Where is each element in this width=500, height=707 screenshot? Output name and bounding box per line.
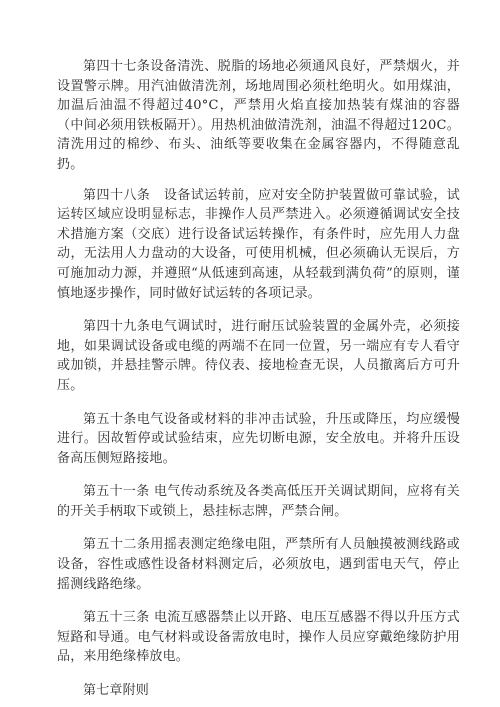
article-53-paragraph: 第五十三条 电流互感器禁止以开路、电压互感器不得以升压方式短路和导通。电气材料或设备需放电时，操作人员应穿戴绝缘防护用品，来用绝缘棒放电。: [57, 610, 460, 665]
article-47-paragraph: 第四十七条设备清洗、脱脂的场地必须通风良好，严禁烟火，并设置警示牌。用汽油做清洗剂，场地周围必须杜绝明火。如用煤油，加温后油温不得超过40°C，严禁用火焰直接加热装有煤油的容器（中间必须用铁板隔开）。用热机油做清洗剂，油温不得超过120C。清洗用过的棉纱、布头、油纸等要收集在金属容器内，不得随意乱扔。: [57, 59, 460, 172]
article-48-paragraph: 第四十八条 设备试运转前，应对安全防护装置做可靠试验，试运转区域应设明显标志，非操作人员严禁进入。必须遵循调试安全技术措施方案（交底）进行设备试运转操作，有条件时，应先用人力盘动，无法用人力盘动的大设备，可使用机械，但必须确认无误后，方可施加动力源，并遵照“从低速到高速，从轻载到满负荷”的原则，谨慎地逐步操作，同时做好试运转的各项记录。: [57, 187, 460, 301]
chapter-heading: 第七章附则: [83, 683, 150, 699]
article-52-paragraph: 第五十二条用摇表测定绝缘电阻，严禁所有人员触摸被测线路或设备，容性或感性设备材料测定后，必须放电，遇到雷电天气，停止摇测线路绝缘。: [57, 537, 460, 592]
article-49-paragraph: 第四十九条电气调试时，进行耐压试验装置的金属外壳，必须接地，如果调试设备或电缆的两端不在同一位置，另一端应有专人看守或加锁，并悬挂警示牌。待仪表、接地检查无误，人员撤离后方可升压。: [57, 319, 460, 393]
article-51-paragraph: 第五十一条 电气传动系统及各类高低压开关调试期间，应将有关的开关手柄取下或锁上，悬挂标志牌，严禁合闸。: [57, 484, 460, 519]
article-50-paragraph: 第五十条电气设备或材料的非冲击试验，升压或降压，均应缓慢进行。因故暂停或试验结束，应先切断电源，安全放电。并将升压设备高压侧短路接地。: [57, 411, 460, 466]
